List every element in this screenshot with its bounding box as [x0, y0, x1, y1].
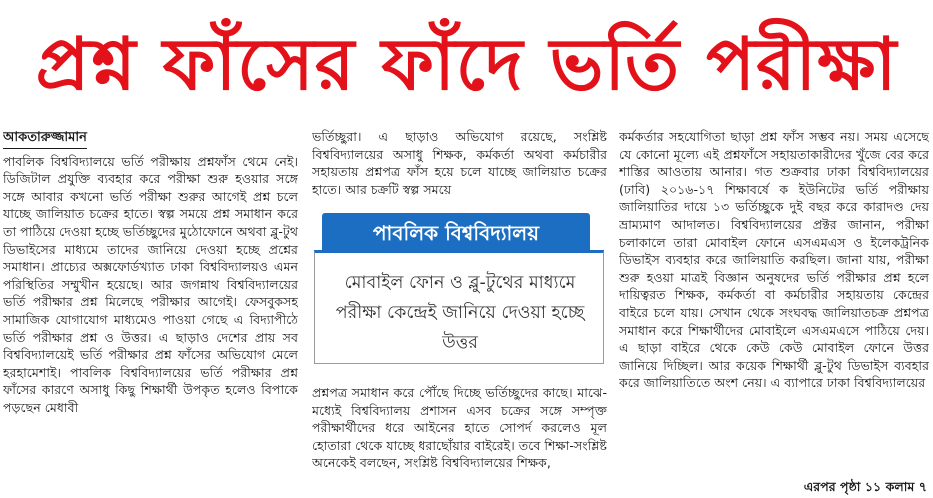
column-3-text: কর্মকর্তার সহযোগিতা ছাড়া প্রশ্ন ফাঁস সম্ভব নয়। সময় এসেছে যে কোনো মূল্যে এই প্রশ্নফাঁসে সহায়তাকারীদের খুঁজে বের করে শাস্তির আওতায় আনার। গত শুক্রবার ঢাকা বিশ্ববিদ্যালয়ের (ঢাবি) ২০১৬-১৭ শিক্ষাবর্ষে ক ইউনিটের ভর্তি পরীক্ষায় জালিয়াতির দায়ে ১৩ ভর্তিচ্ছুকে দুই বছর করে কারাদণ্ড দেয় ভ্রাম্যমাণ আদালত। বিশ্ববিদ্যালয়ের প্রক্টর জানান, পরীক্ষা চলাকালে তারা মোবাইল ফোনে এসএমএস ও ইলেকট্রনিক ডিভাইস ব্যবহার করে জালিয়াতি করছিল। জানা যায়, পরীক্ষা শুরু হওয়া মাত্রই বিজ্ঞান অনুষদের ভর্তি পরীক্ষার প্রশ্ন হলে দায়িত্বরত শিক্ষক, কর্মকর্তা বা কর্মচারীর সহায়তায় কেন্দ্রের বাইরে চলে যায়। সেখান থেকে সংঘবদ্ধ জালিয়াতচক্র প্রশ্নপত্র সমাধান করে শিক্ষার্থীদের মোবাইলে এসএমএসে পাঠিয়ে দেয়। এ ছাড়া বাইরে থেকে কেউ কেউ মোবাইল ফোনে উত্তর জানিয়ে দিচ্ছিল। আর কয়েক শিক্ষার্থী ব্লু-টুথ ডিভাইস ব্যবহার করে জালিয়াতিতে অংশ নেয়। এ ব্যাপারে ঢাকা বিশ্ববিদ্যালয়ের: [619, 129, 929, 391]
column-1-text: পাবলিক বিশ্ববিদ্যালয়ে ভর্তি পরীক্ষায় প্রশ্নফাঁস থেমে নেই। ডিজিটাল প্রযুক্তি ব্যবহার করে পরীক্ষা শুরু হওয়ার সঙ্গে সঙ্গে আবার কখনো ভর্তি পরীক্ষা শুরুর আগেই প্রশ্ন চলে যাচ্ছে জালিয়াত চক্রের হাতে। স্বল্প সময়ে প্রশ্ন সমাধান করে তা পাঠিয়ে দেওয়া হচ্ছে ভর্তিচ্ছুদের মুঠোফোনে অথবা ব্লু-টুথ ডিভাইসের মাধ্যমে তাদের জানিয়ে দেওয়া হচ্ছে প্রশ্নের সমাধান। প্রাচ্যের অক্সফোর্ডখ্যাত ঢাকা বিশ্ববিদ্যালয়ও এমন পরিস্থিতির সম্মুখীন হয়েছে। আর জগন্নাথ বিশ্ববিদ্যালয়ের ভর্তি পরীক্ষার প্রশ্ন মিলেছে পরীক্ষার আগেই। ফেসবুকসহ সামাজিক যোগাযোগ মাধ্যমেও পাওয়া গেছে এ বিদ্যাপীঠে ভর্তি পরীক্ষার প্রশ্ন ও উত্তর। এ ছাড়াও দেশের প্রায় সব বিশ্ববিদ্যালয়েই ভর্তি পরীক্ষার প্রশ্ন ফাঁসের অভিযোগ মেলে হরহামেশাই। পাবলিক বিশ্ববিদ্যালয়ের ভর্তি পরীক্ষার প্রশ্ন ফাঁসের কারণে অসাধু কিছু শিক্ষার্থী উপকৃত হলেও বিপাকে পড়ছেন মেধাবী: [3, 153, 298, 415]
article-column-3: [619, 128, 929, 498]
byline: আকতারুজ্জামান: [3, 129, 87, 149]
callout-subheadline: মোবাইল ফোন ও ব্লু-টুথের মাধ্যমে পরীক্ষা কেন্দ্রেই জানিয়ে দেওয়া হচ্ছে উত্তর: [335, 273, 585, 353]
column-2-top-text: ভর্তিচ্ছুরা। এ ছাড়াও অভিযোগ রয়েছে, সংশ্লিষ্ট বিশ্ববিদ্যালয়ের অসাধু শিক্ষক, কর্মকর্তা অথবা কর্মচারীর সহায়তায় প্রশ্নপত্র ফাঁস হয়ে চলে যাচ্ছে জালিয়াত চক্রের হাতে। আর চক্রটি স্বল্প সময়ে: [312, 129, 607, 197]
article-column-1: [3, 128, 298, 498]
continuation-note: এরপর পৃষ্ঠা ১১ কলাম ৭: [800, 478, 927, 496]
article-column-2-bottom: [312, 384, 607, 498]
callout-label: পাবলিক বিশ্ববিদ্যালয়: [322, 213, 590, 253]
column-2-bottom-text: প্রশ্নপত্র সমাধান করে পৌঁছে দিচ্ছে ভর্তিচ্ছুদের কাছে। মাঝে-মধ্যেই বিশ্ববিদ্যালয় প্রশাসন এসব চক্রের সঙ্গে সম্পৃক্ত পরীক্ষার্থীদের ধরে আইনের হাতে সোপর্দ করলেও মূল হোতারা থেকে যাচ্ছে ধরাছোঁয়ার বাইরেই। তবে শিক্ষা-সংশ্লিষ্ট অনেকেই বলছেন, সংশ্লিষ্ট বিশ্ববিদ্যালয়ের শিক্ষক,: [312, 385, 607, 471]
headline: প্রশ্ন ফাঁসের ফাঁদে ভর্তি পরীক্ষা: [35, 21, 898, 106]
